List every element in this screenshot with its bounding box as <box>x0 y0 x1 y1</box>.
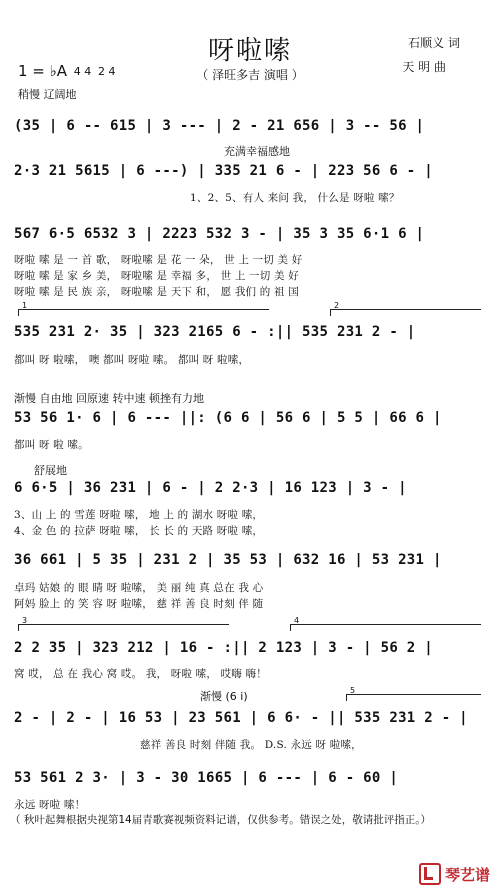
volta-bracket: 5 <box>346 694 481 701</box>
lyric-line: 阿妈 脸上 的 笑 容 呀 啦嗦， 慈 祥 善 良 时刻 伴 随 <box>14 598 264 610</box>
lyric-line: 都叫 呀 啦 嗦。 <box>14 439 89 451</box>
key-label: 1 = ♭A <box>18 62 67 80</box>
transcription-note: （ 秋叶起舞根据央视第14届青歌赛视频资料记谱，仅供参考。错误之处，敬请批评指正。） <box>10 814 431 826</box>
performer-subtitle: （ 泽旺多吉 演唱 ） <box>196 68 304 82</box>
staff-line: 6 6·5 | 36 231 | 6 - | 2 2·3 | 16 123 | 3 - | <box>14 480 407 496</box>
staff-line: 53 56 1· 6 | 6 --- ||: (6 6 | 56 6 | 5 5 | 66 6 | <box>14 410 442 426</box>
staff-line: 2 - | 2 - | 16 53 | 23 561 | 6 6· - || 535 231 2 - | <box>14 710 468 726</box>
logo-icon <box>419 863 441 885</box>
tempo-marking: 稍慢 辽阔地 <box>18 88 77 101</box>
composer-credit: 天 明 曲 <box>402 60 446 74</box>
expression-mark: 舒展地 <box>34 464 67 477</box>
expression-mark: 渐慢 自由地 回原速 转中速 顿挫有力地 <box>14 392 204 405</box>
lyric-line: 都叫 呀 啦嗦， 噢 都叫 呀啦 嗦。 都叫 呀 啦嗦， <box>14 354 250 366</box>
lyric-line: 永远 呀啦 嗦！ <box>14 799 86 811</box>
expression-mark: 充满幸福感地 <box>224 145 290 158</box>
staff-line: 567 6·5 6532 3 | 2223 532 3 - | 35 3 35 6·1 6 | <box>14 226 425 242</box>
staff-line: 535 231 2· 35 | 323 2165 6 - :|| 535 231 2 - | <box>14 324 416 340</box>
volta-bracket: 2 <box>330 309 481 316</box>
key-signature <box>18 62 116 80</box>
staff-line: 2 2 35 | 323 212 | 16 - :|| 2 123 | 3 - | 56 2 | <box>14 640 433 656</box>
staff-line: (35 | 6 -- 615 | 3 --- | 2 - 21 656 | 3 -- 56 | <box>14 118 425 134</box>
logo-text: 琴艺谱 <box>444 865 490 884</box>
staff-line: 53 561 2 3· | 3 - 30 1665 | 6 --- | 6 - 60 | <box>14 770 399 786</box>
volta-bracket: 4 <box>290 624 481 631</box>
lyric-line: 呀啦 嗦 是 民 族 亲， 呀啦嗦 是 天下 和， 愿 我们 的 祖 国 <box>14 286 299 298</box>
lyric-line: 卓玛 姑娘 的 眼 睛 呀 啦嗦， 美 丽 纯 真 总在 我 心 <box>14 582 264 594</box>
staff-line: 2·3 21 5615 | 6 ---) | 335 21 6 - | 223 56 6 - | <box>14 163 433 179</box>
volta-bracket: 3 <box>18 624 229 631</box>
lyric-line: 1、2、5、有人 来问 我， 什么是 呀啦 嗦？ <box>190 192 400 204</box>
time-signature-b: 2 4 <box>98 64 116 78</box>
lyric-line: 呀啦 嗦 是 家 乡 美， 呀啦嗦 是 幸福 多， 世 上 一切 美 好 <box>14 270 299 282</box>
time-signature-a: 4 4 <box>73 64 92 78</box>
lyric-line: 4、金 色 的 拉萨 呀啦 嗦， 长 长 的 天路 呀啦 嗦， <box>14 525 264 537</box>
lyric-line: 3、山 上 的 雪莲 呀啦 嗦， 地 上 的 湖水 呀啦 嗦， <box>14 509 264 521</box>
expression-mark: 渐慢 (6 i) <box>200 690 248 703</box>
lyricist-credit: 石顺义 词 <box>408 36 460 50</box>
lyric-line: 窝 哎， 总 在 我心 窝 哎。 我， 呀啦 嗦， 哎嗨 嗨！ <box>14 668 267 680</box>
volta-bracket: 1 <box>18 309 269 316</box>
song-title: 呀啦嗦 <box>207 36 292 66</box>
lyric-line: 呀啦 嗦 是 一 首 歌， 呀啦嗦 是 花 一 朵， 世 上 一切 美 好 <box>14 254 303 266</box>
lyric-line: 慈祥 善良 时刻 伴随 我。 D.S. 永远 呀 啦嗦， <box>140 739 362 751</box>
staff-line: 36 661 | 5 35 | 231 2 | 35 53 | 632 16 | 53 231 | <box>14 552 442 568</box>
site-logo <box>419 863 490 885</box>
